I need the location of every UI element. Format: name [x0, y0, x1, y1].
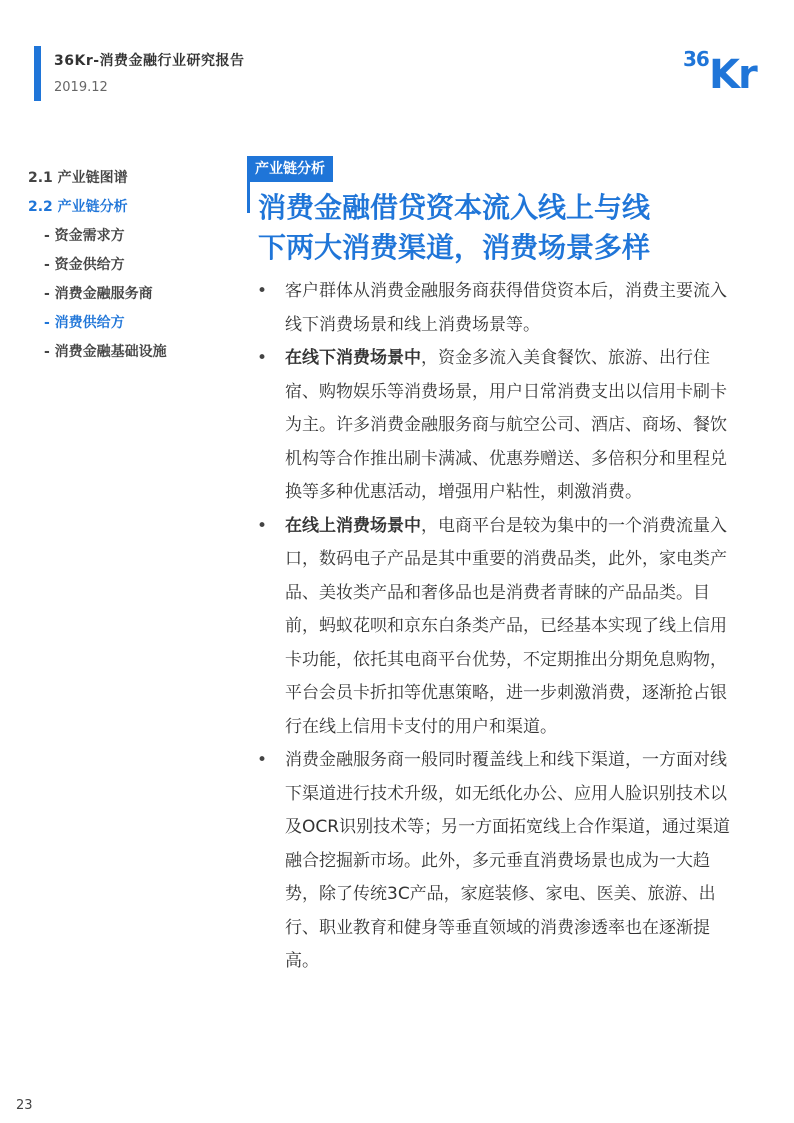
bullet-text: 消费金融服务商一般同时覆盖线上和线下渠道，一方面对线下渠道进行技术升级，如无纸化办公、应用人脸识别技术以及OCR识别技术等；另一方面拓宽线上合作渠道，通过渠道融合挖掘新市场。此外，多元垂直消费场景也成为一大趋势，除了传统3C产品，家庭装修、家电、医美、旅游、出行、职业教育和健身等垂直领域的消费渗透率也在逐渐提高。 — [285, 750, 731, 971]
page-headline — [258, 188, 728, 268]
svg-text:Kr: Kr — [709, 52, 756, 92]
bullet-item — [255, 744, 735, 979]
toc-item-consumption-supply[interactable]: - 消费供给方 — [44, 315, 125, 331]
toc-item-2-1[interactable]: 2.1 产业链图谱 — [28, 170, 128, 186]
bullet-bold-lead: 在线下消费场景中 — [285, 348, 421, 368]
report-title: 36Kr-消费金融行业研究报告 — [54, 53, 245, 69]
toc-item-funding-demand[interactable]: - 资金需求方 — [44, 228, 125, 244]
bullet-dot-icon: • — [256, 348, 268, 368]
bullet-bold-lead: 在线上消费场景中 — [285, 515, 421, 536]
bullet-dot-icon: • — [256, 515, 268, 536]
page-number: 23 — [16, 1098, 33, 1113]
toc-item-funding-supply[interactable]: - 资金供给方 — [44, 257, 125, 273]
toc-item-2-2[interactable]: 2.2 产业链分析 — [28, 199, 128, 215]
toc-item-infrastructure[interactable]: - 消费金融基础设施 — [44, 344, 167, 360]
36kr-logo — [683, 44, 767, 92]
bullet-text: 客户群体从消费金融服务商获得借贷资本后，消费主要流入线下消费场景和线上消费场景等。 — [285, 281, 727, 335]
bullet-dot-icon: • — [256, 750, 268, 770]
body-bullet-list — [255, 275, 735, 979]
bullet-text: ，资金多流入美食餐饮、旅游、出行住宿、购物娱乐等消费场景，用户日常消费支出以信用卡刷卡为主。许多消费金融服务商与航空公司、酒店、商场、餐饮机构等合作推出刷卡满减、优惠券赠送、多倍积分和里程兑换等多种优惠活动，增强用户粘性，刺激消费。 — [285, 348, 727, 502]
bullet-item — [255, 342, 735, 510]
header-accent-bar — [34, 46, 41, 101]
section-tag: 产业链分析 — [247, 156, 333, 182]
bullet-item — [255, 275, 735, 342]
table-of-contents — [28, 168, 238, 371]
svg-text:36: 36 — [683, 47, 709, 71]
headline-line-1: 消费金融借贷资本流入线上与线 — [258, 191, 651, 224]
toc-item-service-providers[interactable]: - 消费金融服务商 — [44, 286, 153, 302]
section-frame-line — [247, 178, 250, 213]
report-date: 2019.12 — [54, 80, 108, 95]
bullet-item — [255, 510, 735, 745]
bullet-text: ，电商平台是较为集中的一个消费流量入口，数码电子产品是其中重要的消费品类，此外，家电类产品、美妆类产品和奢侈品也是消费者青睐的产品品类。目前，蚂蚁花呗和京东白条类产品，已经基本实现了线上信用卡功能，依托其电商平台优势，不定期推出分期免息购物，平台会员卡折扣等优惠策略，进一步刺激消费，逐渐抢占银行在线上信用卡支付的用户和渠道。 — [285, 515, 727, 737]
headline-line-2: 下两大消费渠道，消费场景多样 — [258, 231, 651, 264]
bullet-dot-icon: • — [256, 281, 268, 301]
